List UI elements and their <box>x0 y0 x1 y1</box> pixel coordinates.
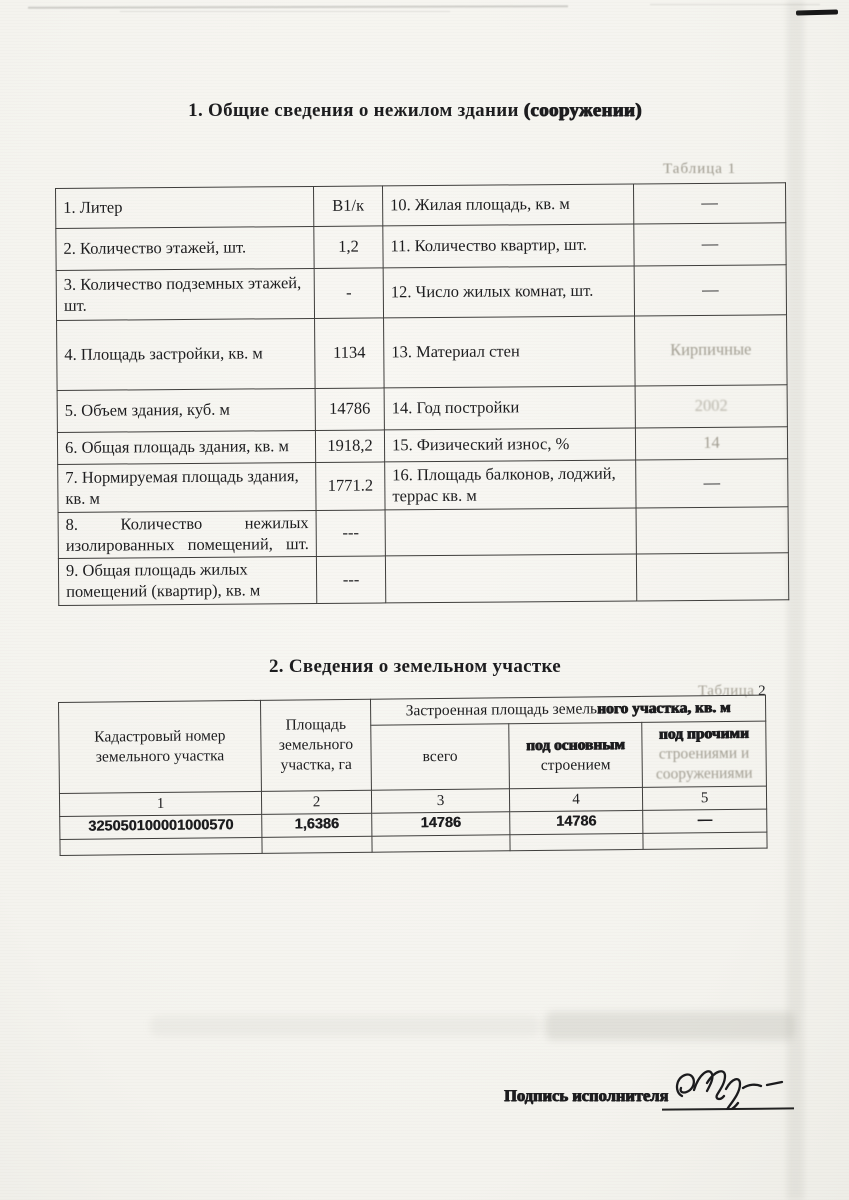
table1-value: — <box>633 183 785 224</box>
table-row <box>58 459 788 513</box>
table1-value: — <box>634 223 786 266</box>
table2-header-builtup-normal: Застроенная площадь земель <box>405 700 598 720</box>
table1-value: 1771.2 <box>316 462 385 511</box>
land-plot-table <box>58 695 768 856</box>
builtup-main-value: 14786 <box>510 811 643 835</box>
table1-label: 1. Литер <box>56 186 314 228</box>
table2-header-main-building <box>509 722 643 789</box>
table-row <box>57 427 787 465</box>
empty-cell <box>510 833 643 850</box>
table1-label: 6. Общая площадь здания, кв. м <box>57 430 315 464</box>
table1-value <box>636 507 788 554</box>
column-number: 1 <box>59 792 261 817</box>
table1-label <box>385 508 636 556</box>
table1-value: --- <box>316 556 385 603</box>
table1-label: 10. Жилая площадь, кв. м <box>382 184 633 226</box>
table1-value: 1134 <box>315 318 385 389</box>
table1-label: 16. Площадь балконов, лоджий, террас кв. м <box>385 460 636 510</box>
building-info-table <box>55 182 789 605</box>
handwritten-signature <box>666 1058 794 1110</box>
scan-streak <box>28 5 568 8</box>
section1-title-main: 1. Общие сведения о нежилом здании <box>188 100 524 121</box>
table1-label: 12. Число жилых комнат, шт. <box>383 266 634 318</box>
table1-label: 2. Количество этажей, шт. <box>56 226 314 270</box>
table2-header-cadastral: Кадастровый номер земельного участка <box>59 700 262 794</box>
table1-value-faint: Кирпичные <box>635 315 788 386</box>
table2-caption-word: Таблица <box>698 683 755 699</box>
table2-header-other-buildings <box>642 721 767 788</box>
table1-value: 14786 <box>315 388 384 431</box>
table1-label <box>385 554 636 602</box>
table1-value <box>636 553 788 600</box>
table2-header-other-faint1: строениями и <box>658 744 750 763</box>
column-number: 3 <box>371 789 509 813</box>
empty-cell <box>372 835 510 852</box>
table1-value: — <box>634 265 786 316</box>
column-number: 4 <box>509 788 642 812</box>
table1-label: 14. Год постройки <box>384 386 635 430</box>
table2-caption-number: 2 <box>758 683 766 699</box>
table1-label: 5. Объем здания, куб. м <box>57 388 315 432</box>
table-row <box>57 315 788 391</box>
table1-value: 1,2 <box>314 226 383 269</box>
table-row <box>56 183 786 229</box>
table-row <box>58 553 788 605</box>
empty-cell <box>643 832 767 849</box>
table1-caption: Таблица 1 <box>663 161 737 177</box>
cadastral-number-value: 325050100001000570 <box>60 815 262 840</box>
table2-header-total: всего <box>371 724 510 791</box>
table2-header-other-smudged: под прочими <box>658 724 749 743</box>
table2-header-main-building-smudged: под основным <box>525 736 625 755</box>
table1-value: — <box>636 459 788 508</box>
scan-streak <box>120 11 450 12</box>
ink-bleed-artifact <box>545 1012 795 1040</box>
table1-label: 9. Общая площадь жилых помещений (квартир), кв. м <box>58 557 316 605</box>
table1-label: 15. Физический износ, % <box>384 428 635 462</box>
builtup-total-value: 14786 <box>372 812 510 836</box>
column-number: 5 <box>642 787 766 811</box>
table1-value: В1/к <box>313 186 382 227</box>
empty-cell <box>60 837 262 855</box>
column-number: 2 <box>261 791 371 815</box>
land-area-value: 1,6386 <box>262 814 372 838</box>
table1-value: 1918,2 <box>315 430 384 463</box>
table-row <box>56 223 786 271</box>
table1-value-faint: 14 <box>635 427 787 460</box>
ink-bleed-artifact <box>150 1016 540 1036</box>
table2-header-main-building-normal: строением <box>540 756 611 775</box>
section1-title <box>0 100 830 122</box>
table1-label: 4. Площадь застройки, кв. м <box>57 318 316 390</box>
section2-title: 2. Сведения о земельном участке <box>269 656 561 677</box>
table-row <box>58 507 788 559</box>
executor-signature-label: Подпись исполнителя <box>504 1086 669 1105</box>
table1-label: 8. Количество нежилых изолированных помещений, шт. <box>58 510 316 558</box>
table1-label: 3. Количество подземных этажей, шт. <box>56 268 314 320</box>
table-row <box>57 385 787 433</box>
table2-header-area: Площадь земельного участка, га <box>260 699 371 792</box>
empty-cell <box>262 836 372 853</box>
table1-label: 11. Количество квартир, шт. <box>383 224 634 268</box>
table-row <box>56 265 786 321</box>
table1-value-faint: 2002 <box>635 385 787 428</box>
table1-value: --- <box>316 510 385 557</box>
table2-header-other-faint2: сооружениями <box>655 765 753 784</box>
section1-title-smudged-part: (сооружении) <box>523 100 642 121</box>
table1-value: - <box>314 268 383 319</box>
table1-label: 13. Материал стен <box>384 316 636 388</box>
builtup-other-value: — <box>643 810 767 834</box>
table1-label: 7. Нормируемая площадь здания, кв. м <box>58 462 316 512</box>
table2-header-builtup-smudged: ного участка, кв. м <box>597 699 731 718</box>
